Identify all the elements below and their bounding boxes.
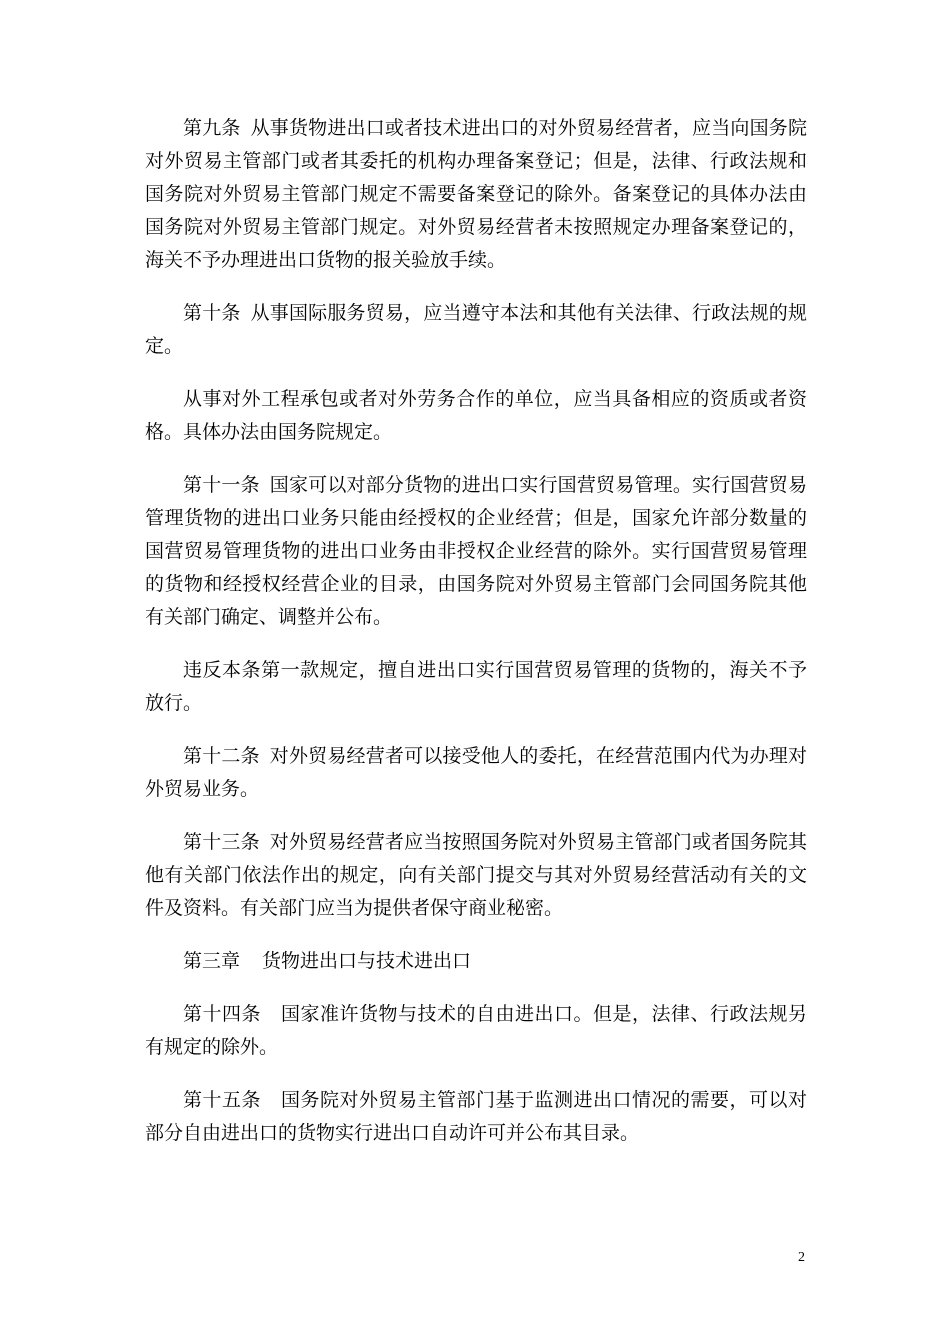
document-body bbox=[145, 112, 807, 1170]
article-11-paragraph bbox=[145, 469, 807, 634]
article-text: 从事货物进出口或者技术进出口的对外贸易经营者，应当向国务院对外贸易主管部门或者其委托的机构办理备案登记；但是，法律、行政法规和国务院对外贸易主管部门规定不需要备案登记的除外。备案登记的具体办法由国务院对外贸易主管部门规定。对外贸易经营者未按照规定办理备案登记的，海关不予办理进出口货物的报关验放手续。 bbox=[145, 117, 807, 271]
article-9-paragraph bbox=[145, 112, 807, 277]
article-text: 违反本条第一款规定，擅自进出口实行国营贸易管理的货物的，海关不予放行。 bbox=[145, 659, 807, 714]
article-heading: 第十一条 bbox=[183, 474, 260, 496]
article-text: 对外贸易经营者可以接受他人的委托，在经营范围内代为办理对外贸易业务。 bbox=[145, 745, 807, 800]
article-heading: 第十五条 bbox=[183, 1089, 261, 1111]
article-12-paragraph bbox=[145, 740, 807, 806]
article-10-clause-2-paragraph bbox=[145, 383, 807, 449]
article-text: 对外贸易经营者应当按照国务院对外贸易主管部门或者国务院其他有关部门依法作出的规定，向有关部门提交与其对外贸易经营活动有关的文件及资料。有关部门应当为提供者保守商业秘密。 bbox=[145, 831, 807, 919]
article-heading: 第九条 bbox=[183, 117, 241, 139]
chapter-3-heading bbox=[145, 945, 807, 978]
article-heading: 第十二条 bbox=[183, 745, 260, 767]
article-heading: 第十条 bbox=[183, 302, 241, 324]
article-15-paragraph bbox=[145, 1084, 807, 1150]
article-heading: 第十三条 bbox=[183, 831, 260, 853]
article-text: 从事国际服务贸易，应当遵守本法和其他有关法律、行政法规的规定。 bbox=[145, 302, 807, 357]
article-text: 国家准许货物与技术的自由进出口。但是，法律、行政法规另有规定的除外。 bbox=[145, 1003, 807, 1058]
article-text: 国务院对外贸易主管部门基于监测进出口情况的需要，可以对部分自由进出口的货物实行进出口自动许可并公布其目录。 bbox=[145, 1089, 807, 1144]
chapter-number: 第三章 bbox=[183, 950, 241, 972]
article-13-paragraph bbox=[145, 826, 807, 925]
article-10-paragraph bbox=[145, 297, 807, 363]
article-14-paragraph bbox=[145, 998, 807, 1064]
article-text: 从事对外工程承包或者对外劳务合作的单位，应当具备相应的资质或者资格。具体办法由国务院规定。 bbox=[145, 388, 807, 443]
page-number: 2 bbox=[798, 1250, 805, 1265]
article-11-clause-2-paragraph bbox=[145, 654, 807, 720]
article-heading: 第十四条 bbox=[183, 1003, 261, 1025]
article-text: 国家可以对部分货物的进出口实行国营贸易管理。实行国营贸易管理货物的进出口业务只能由经授权的企业经营；但是，国家允许部分数量的国营贸易管理货物的进出口业务由非授权企业经营的除外。实行国营贸易管理的货物和经授权经营企业的目录，由国务院对外贸易主管部门会同国务院其他有关部门确定、调整并公布。 bbox=[145, 474, 807, 628]
chapter-title: 货物进出口与技术进出口 bbox=[262, 950, 472, 972]
